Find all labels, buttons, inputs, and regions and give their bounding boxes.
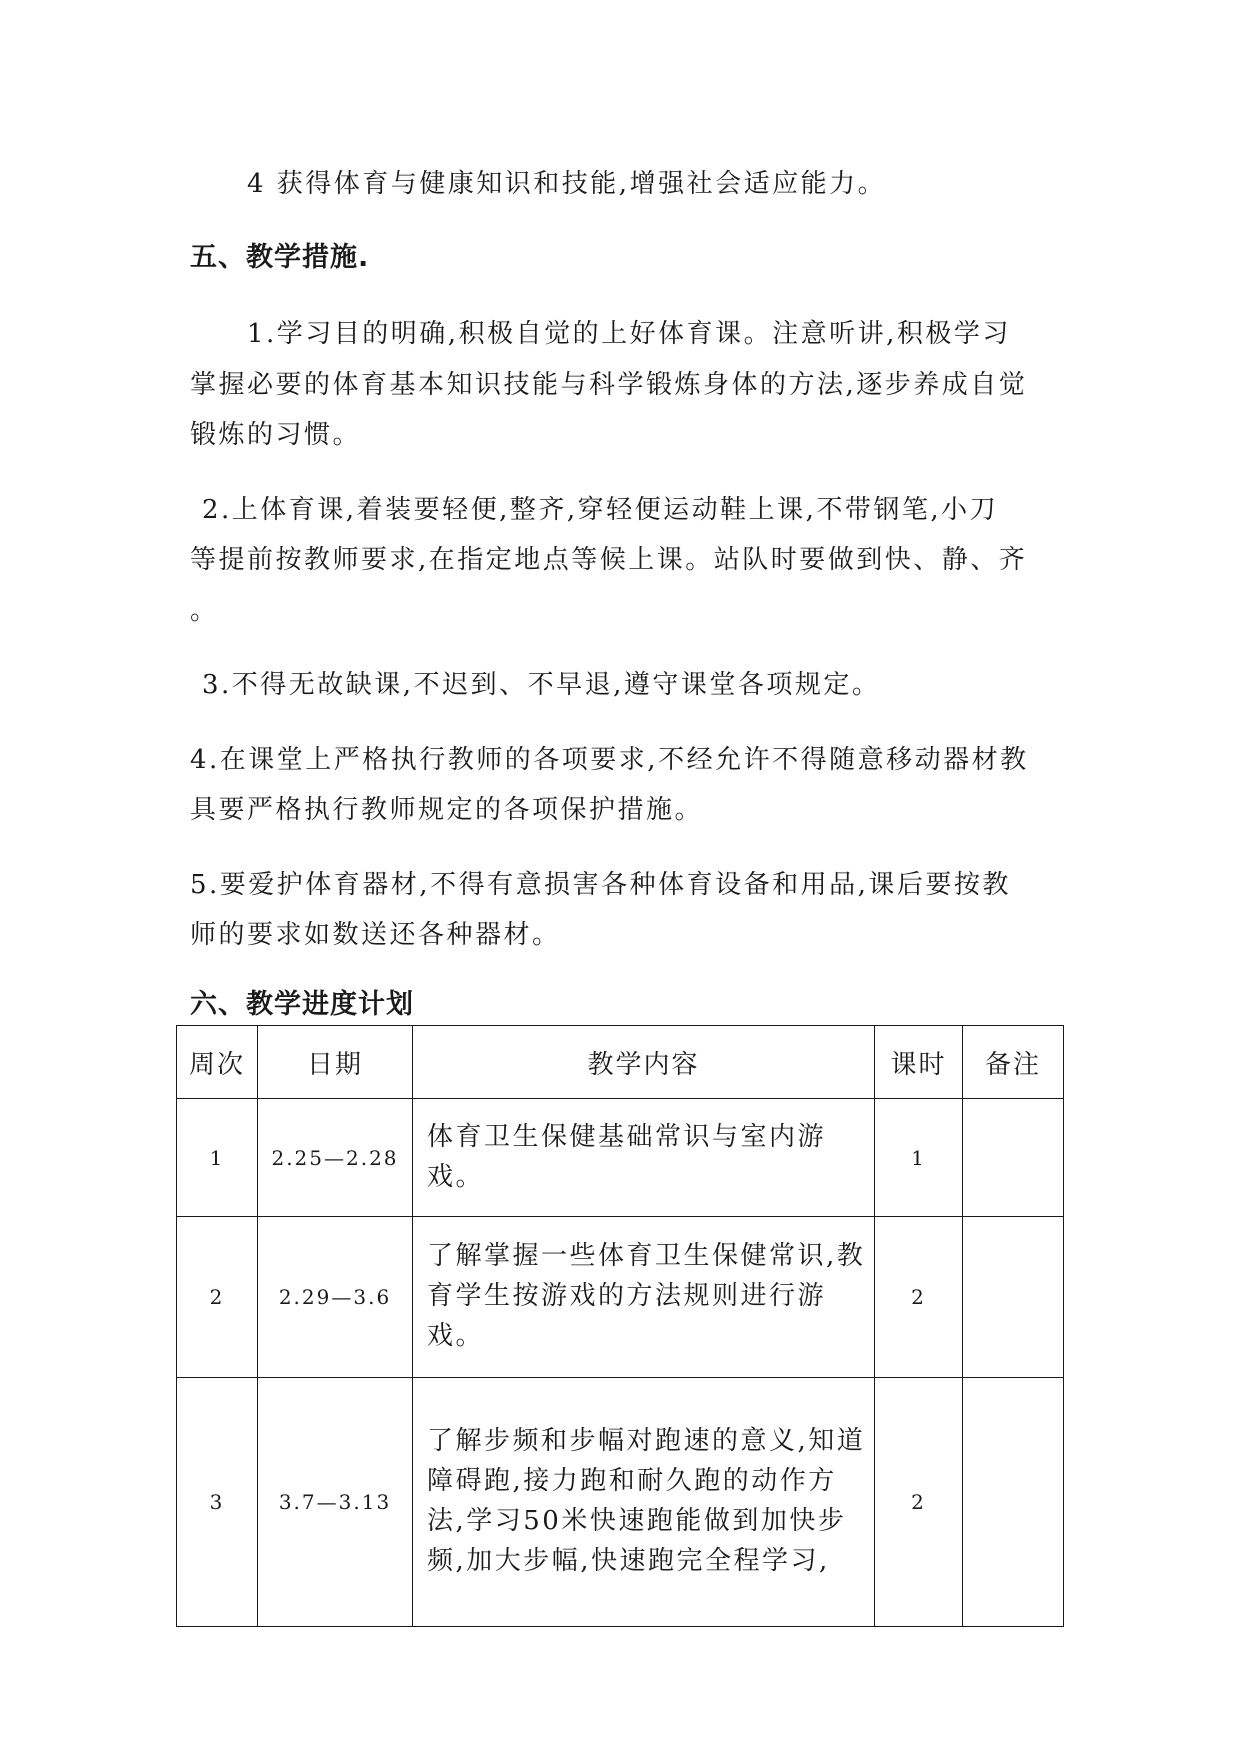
schedule-table — [176, 1025, 1064, 1627]
measure-2-line-2: 等提前按教师要求,在指定地点等候上课。站队时要做到快、静、齐 — [190, 545, 1028, 575]
measure-2-line-1: 2.上体育课,着装要轻便,整齐,穿轻便运动鞋上课,不带钢笔,小刀 — [202, 495, 999, 525]
cell-week: 2 — [177, 1217, 258, 1378]
cell-week: 1 — [177, 1099, 258, 1217]
table-row — [177, 1217, 1064, 1378]
cell-note — [963, 1217, 1064, 1378]
measure-4-line-1: 4.在课堂上严格执行教师的各项要求,不经允许不得随意移动器材教 — [190, 745, 1029, 775]
cell-content: 体育卫生保健基础常识与室内游戏。 — [413, 1099, 875, 1217]
measure-1-line-2: 掌握必要的体育基本知识技能与科学锻炼身体的方法,逐步养成自觉 — [190, 370, 1028, 400]
cell-date: 2.25—2.28 — [258, 1099, 413, 1217]
cell-week: 3 — [177, 1378, 258, 1627]
cell-date: 3.7—3.13 — [258, 1378, 413, 1627]
goal-4-text: 4 获得体育与健康知识和技能,增强社会适应能力。 — [247, 169, 887, 199]
header-content: 教学内容 — [413, 1026, 875, 1099]
header-date: 日期 — [258, 1026, 413, 1099]
cell-content: 了解掌握一些体育卫生保健常识,教育学生按游戏的方法规则进行游戏。 — [413, 1217, 875, 1378]
table-header-row — [177, 1026, 1064, 1099]
measure-5-line-2: 师的要求如数送还各种器材。 — [190, 920, 561, 950]
measure-1-line-3: 锻炼的习惯。 — [190, 420, 362, 450]
measure-2-line-3: 。 — [190, 596, 219, 626]
header-week: 周次 — [177, 1026, 258, 1099]
measure-1-line-1: 1.学习目的明确,积极自觉的上好体育课。注意听讲,积极学习 — [247, 319, 1011, 349]
header-note: 备注 — [963, 1026, 1064, 1099]
header-hours: 课时 — [875, 1026, 963, 1099]
cell-hours: 2 — [875, 1217, 963, 1378]
table-row — [177, 1378, 1064, 1627]
cell-content: 了解步频和步幅对跑速的意义,知道障碍跑,接力跑和耐久跑的动作方法,学习50米快速跑能做到加快步频,加大步幅,快速跑完全程学习, — [413, 1378, 875, 1627]
cell-hours: 2 — [875, 1378, 963, 1627]
cell-date: 2.29—3.6 — [258, 1217, 413, 1378]
table-row — [177, 1099, 1064, 1217]
section-5-heading: 五、教学措施. — [190, 242, 370, 273]
cell-note — [963, 1099, 1064, 1217]
cell-note — [963, 1378, 1064, 1627]
measure-3-line-1: 3.不得无故缺课,不迟到、不早退,遵守课堂各项规定。 — [202, 670, 881, 700]
section-6-heading: 六、教学进度计划 — [190, 989, 414, 1020]
measure-4-line-2: 具要严格执行教师规定的各项保护措施。 — [190, 795, 704, 825]
measure-5-line-1: 5.要爱护体育器材,不得有意损害各种体育设备和用品,课后要按教 — [190, 870, 1011, 900]
cell-hours: 1 — [875, 1099, 963, 1217]
